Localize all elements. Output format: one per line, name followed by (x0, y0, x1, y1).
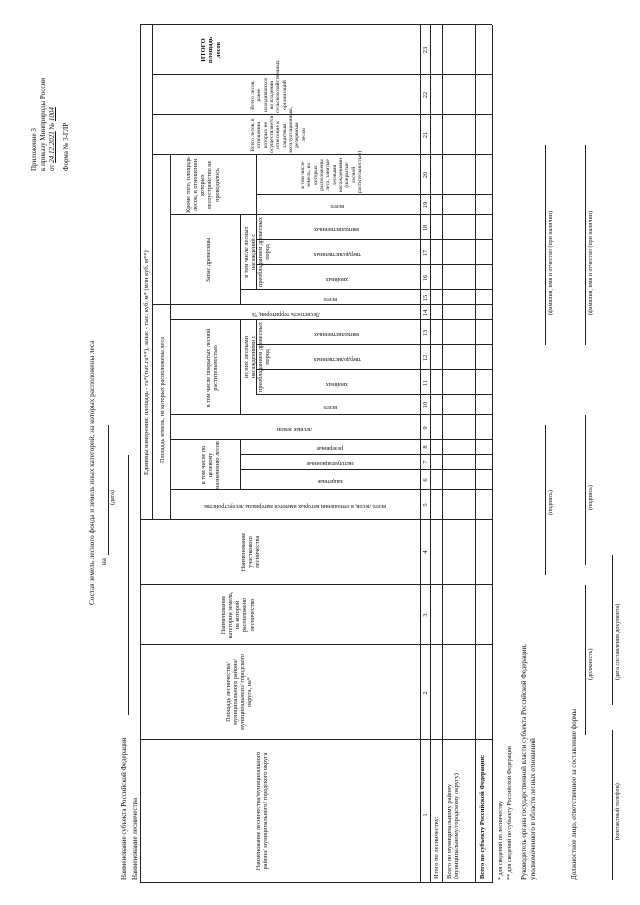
col19-header: всего (330, 203, 344, 209)
col4-header: Наименование участкового лесничества (240, 532, 262, 572)
head-name-caption: (фамилия, имя и отчество (при наличии) (548, 211, 554, 315)
besides-group-header: Кроме того, площадь лесов, в отношении которых лесоустройство не проводилось (185, 157, 221, 213)
area-group-header: Площадь земель, на которых расположены леса (159, 337, 166, 463)
col15-header: всего (323, 296, 337, 302)
col20-header: в том числе земель, на которых расположены леса, занятые лесными насаждениями (покрытые лесной растительностью) (300, 150, 363, 193)
title-date-caption: (дата) (110, 490, 116, 505)
head-line1: Руководитель органа государственной власти субъекта Российской Федерации, (520, 643, 528, 880)
stock-species-group-header: в том числе лесных насаждений с преобладанием древесных пород (243, 217, 272, 287)
head-sign-caption: (подпись) (548, 490, 554, 515)
document-title: Состав земель лесного фонда и земель иных категорий, на которых расположены леса (88, 340, 96, 605)
purpose-group-header: в том числе по целевому назначению лесов (200, 441, 222, 489)
col1-header: Наименование лесничества/муниципального района/ муниципального/ городского округа (255, 751, 270, 871)
appendix-date: 24.12.2021 (48, 131, 56, 163)
resp-name-caption: (фамилия, имя и отчество (при наличии) (588, 211, 594, 315)
footnote-1: * для сведений по лесничеству (498, 800, 504, 880)
doc-date-caption: (дата составления документа) (615, 603, 621, 680)
forestry-label: Наименование лесничества (131, 797, 139, 880)
col8-header: резервные (316, 445, 344, 451)
col23-header: ИТОГО площадь лесов (200, 36, 222, 64)
col12-header: твердолиственных (313, 356, 361, 362)
subject-label: Наименование субъекта Российской Федерации (120, 737, 128, 880)
title-on: на (100, 558, 108, 565)
col6-header: защитные (317, 478, 343, 484)
covered-group-header: в том числе покрытых лесной растительностью (205, 328, 220, 408)
col2-header: Площадь лесничества/ муниципального района/ муниципального/ городского округа, на* (225, 653, 254, 731)
col22-header: Всего лесов, ранее находившихся во владении сельскохозяйственных организаций (250, 60, 288, 113)
col11-header: хвойных (325, 381, 349, 387)
col18-header: мягколиственных (314, 226, 360, 232)
row-total-subject: Всего по субъекту Российской Федерации: (479, 754, 486, 879)
appendix-line2: к приказу Минприроды России (39, 77, 47, 171)
position-caption: (должность) (588, 648, 594, 680)
phone-caption: (контактный телефон) (615, 783, 621, 840)
row-total-district: Всего по муниципальному району (муниципальному/городскому округу) (446, 773, 461, 879)
main-species-group-header: из них лесными насаждениями с преобладанием древесных пород (243, 322, 272, 392)
units-line: Единицы измерения: площадь - га*(тыс.га**), запас - тыс. куб. м* (млн куб. м**) (143, 250, 150, 475)
appendix-line1: Приложение 3 (30, 128, 38, 171)
col21-header: Всего лесов, в отношении которых не осуществляется отнесение к защитным, эксплуатационным, резервным лесам (250, 107, 307, 153)
col5-header: всего лесов, в отношении которых имеются материалы лесоустройства (204, 503, 386, 509)
rotated-form-page: Приложение 3 к приказу Минприроды России от 24.12.2021 № 1004 Форма № 3-ГЛР Состав земель лесного фонда и земель иных категорий, на которых расположены леса на (дата) Наименование субъекта Российской Федерации Наименование лесничества Наименование лесничества/муниципального района/ муниципального/ городского округа Площадь лесничества/ муниципального района/ муниципального/ городского округа, на* Наименование категории земель, на которой расположено лесничество Наименование участкового лесничества Единицы измерения: площадь - га*(тыс.га**), запас - тыс. куб. м* (млн куб. м**) Площадь земель, на которых расположены леса всего лесов, в отношении которых имеются материалы лесоустройства в том числе по целевому назначению лесов защитные эксплуатационные резервные лесные земли в том числе покрытых лесной растительностью всего из них лесными насаждениями с преобладанием древесных пород хвойных твердолиственных мягколиственных Лесистость территории, % Запас древесины всего в том числе лесных насаждений с преобладанием древесных пород хвойных твердолиственных мягколиственных Кроме того, площадь лесов, в отношении которых лесоустройство не проводилось всего в том числе земель, на которых расположены леса, занятые лесными насаждениями (покрытые лесной растительностью) Всего лесов, в отношении которых не осуществляется отнесение к защитным, эксплуатационным, резервным лесам Всего лесов, ранее находившихся во владении сельскохозяйственных организаций ИТОГО площадь лесов 1 2 3 4 5 6 7 8 9 10 11 12 13 14 15 16 17 18 19 20 21 22 23 Итого по лесничеству: Всего по муниципальному району (муниципальному/городскому округу) Всего по субъекту Российской Федерации: * для сведений по лесничеству ** для сведений по субъекту Российской Федерации Руководитель органа государственной власти субъекта Российской Федерации, уполномоченного в области лесных отношений (подпись) (фамилия, имя и отчество (при наличии) Должностное лицо, ответственное за составление формы (должность) (подпись) (фамилия, имя и отчество (при наличии) (контактный телефон) (дата составления документа) (0, 0, 640, 905)
resp-sign-caption: (подпись) (588, 485, 594, 510)
col16-header: хвойных (325, 276, 349, 282)
form-number: Форма № 3-ГЛР (62, 122, 70, 171)
col9-header: лесные земли (277, 426, 313, 432)
col10-header: всего (323, 404, 337, 410)
appendix-number: 1004 (48, 107, 56, 122)
footnote-2: ** для сведений по субъекту Российской Федерации (507, 746, 513, 880)
col13-header: мягколиственных (314, 331, 360, 337)
appendix-line3: от 24.12.2021 № 1004 (48, 107, 56, 171)
head-line2: уполномоченного в области лесных отношений (529, 738, 537, 880)
col3-header: Наименование категории земель, на которой расположено лесничество (220, 591, 256, 639)
responsible-label: Должностное лицо, ответственное за составление формы (570, 708, 578, 880)
col14-header: Лесистость территории, % (251, 311, 320, 317)
stock-group-header: Запас древесины (205, 237, 212, 283)
row-total-forestry: Итого по лесничеству: (433, 816, 440, 879)
col7-header: эксплуатационные (306, 460, 354, 466)
col17-header: твердолиственных (313, 251, 361, 257)
